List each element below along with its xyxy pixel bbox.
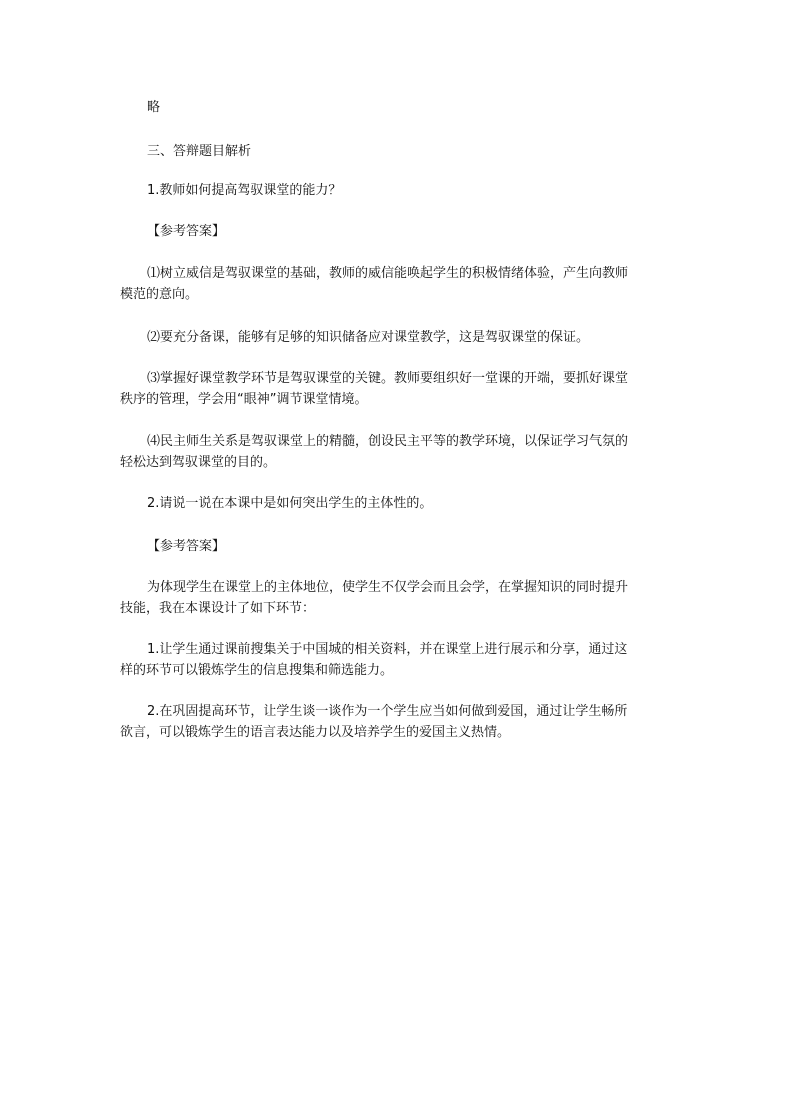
answer-2-intro-line-2: 技能，我在本课设计了如下环节：: [120, 601, 316, 616]
text-omitted: 略: [147, 100, 161, 115]
question-1: 1.教师如何提高驾驭课堂的能力？: [147, 183, 342, 198]
answer-1-point-1-line-1: ⑴树立威信是驾驭课堂的基础，教师的威信能唤起学生的积极情绪体验，产生向教师: [147, 266, 629, 281]
answer-2-item-1: [120, 639, 680, 681]
answer-1-point-3-line-2: 秩序的管理，学会用“眼神”调节课堂情境。: [120, 392, 368, 407]
answer-1-point-4-line-1: ⑷民主师生关系是驾驭课堂上的精髓，创设民主平等的教学环境，以保证学习气氛的: [147, 434, 629, 449]
reference-answer-label-1: 【参考答案】: [147, 224, 226, 239]
answer-1-point-4-line-2: 轻松达到驾驭课堂的目的。: [120, 455, 277, 470]
answer-1-point-3-line-1: ⑶掌握好课堂教学环节是驾驭课堂的关键。教师要组织好一堂课的开端，要抓好课堂: [147, 371, 629, 386]
answer-1-point-1-line-2: 模范的意向。: [120, 287, 199, 302]
answer-2-item-1-line-1: 1.让学生通过课前搜集关于中国城的相关资料，并在课堂上进行展示和分享，通过这: [147, 642, 628, 657]
reference-answer-label-2: 【参考答案】: [147, 539, 226, 554]
answer-2-item-2-line-1: 2.在巩固提高环节，让学生谈一谈作为一个学生应当如何做到爱国，通过让学生畅所: [147, 704, 628, 719]
answer-1-point-2: ⑵要充分备课，能够有足够的知识储备应对课堂教学，这是驾驭课堂的保证。: [147, 330, 590, 345]
answer-2-item-2: [120, 701, 680, 743]
answer-1-point-3: [120, 368, 680, 410]
section-heading: 三、答辩题目解析: [147, 144, 252, 159]
answer-1-point-1: [120, 263, 680, 305]
answer-2-item-2-line-2: 欲言，可以锻炼学生的语言表达能力以及培养学生的爱国主义热情。: [120, 725, 511, 740]
answer-1-point-4: [120, 431, 680, 473]
question-2: 2.请说一说在本课中是如何突出学生的主体性的。: [147, 496, 433, 511]
answer-2-intro-line-1: 为体现学生在课堂上的主体地位，使学生不仅学会而且会学，在掌握知识的同时提升: [147, 580, 629, 595]
answer-2-intro: [120, 577, 680, 619]
answer-2-item-1-line-2: 样的环节可以锻炼学生的信息搜集和筛选能力。: [120, 663, 394, 678]
